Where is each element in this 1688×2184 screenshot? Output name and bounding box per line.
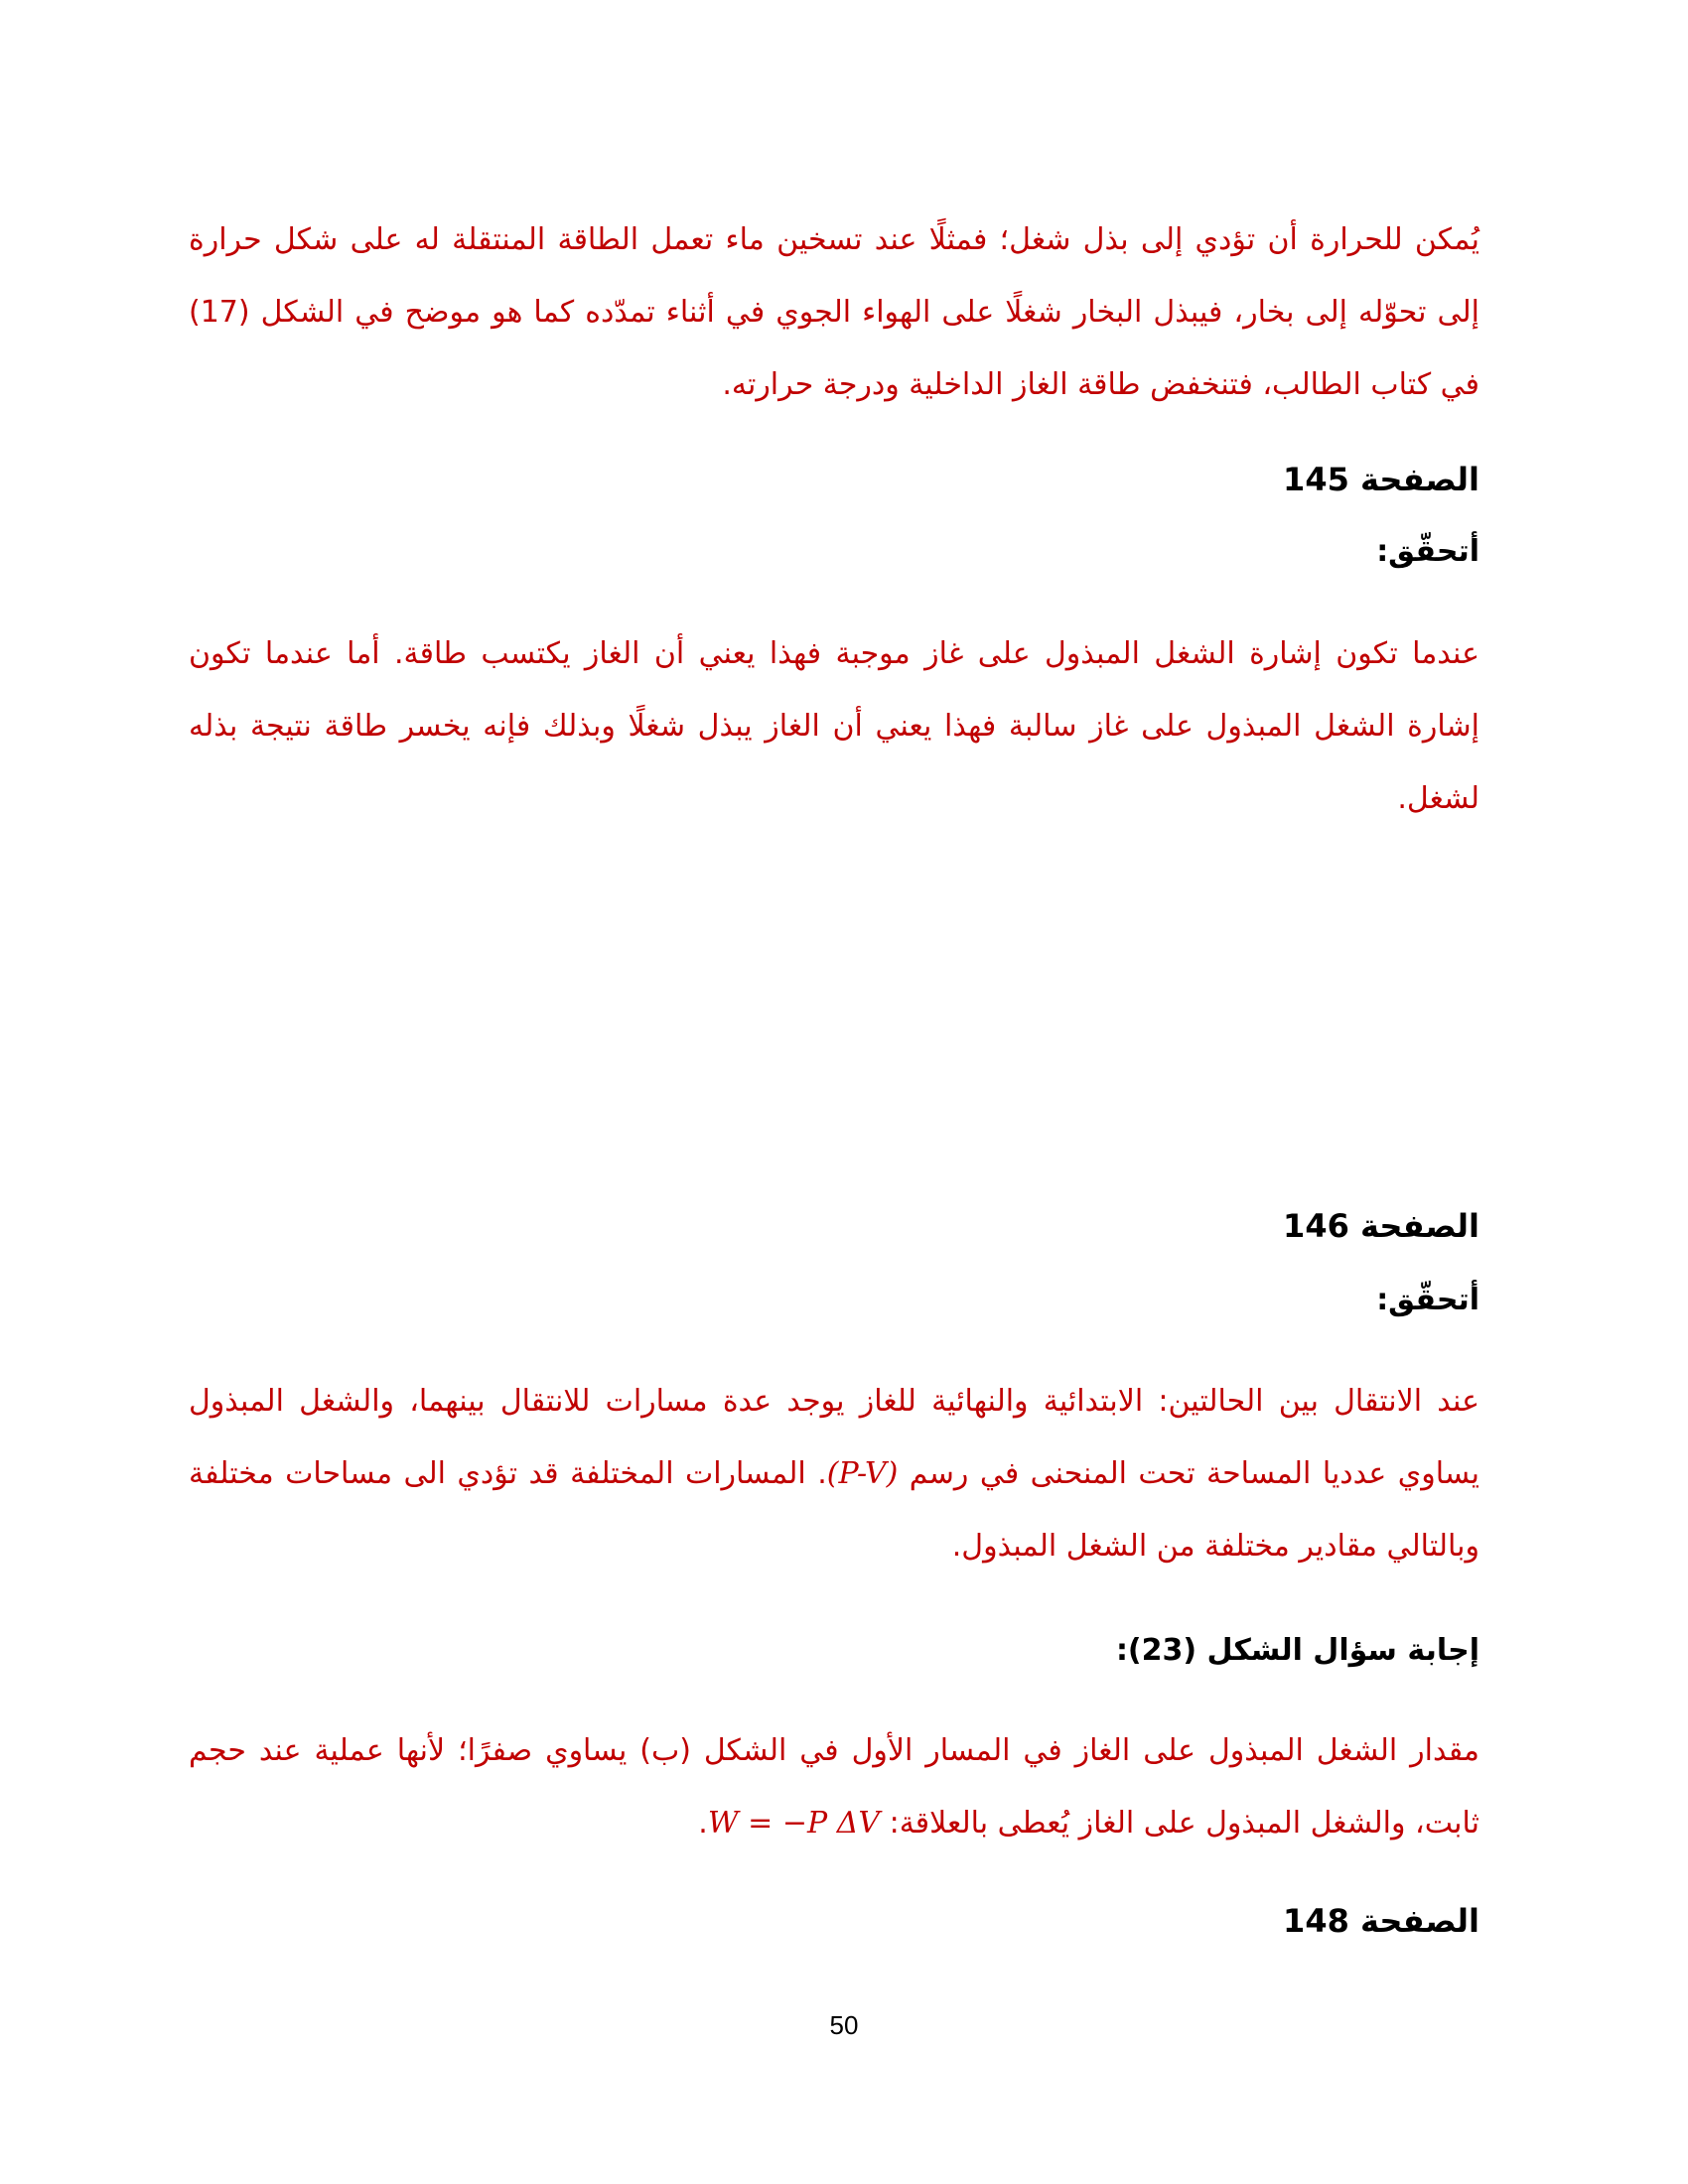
figure-23-question xyxy=(189,1631,1479,1671)
page-146-paragraph xyxy=(189,1365,1479,1582)
figure-23-answer xyxy=(189,1714,1479,1859)
page-145-subtitle: أتحقّق: xyxy=(1376,534,1479,569)
page-146-text-part2: . المسارات المختلفة قد تؤدي الى مساحات مختلفة وبالتالي مقادير مختلفة من الشغل المبذول. xyxy=(189,1456,1479,1564)
figure-23-answer-paragraph xyxy=(189,1714,1479,1859)
page-number: 50 xyxy=(829,2010,859,2040)
intro-section xyxy=(189,204,1479,421)
page-146-section xyxy=(189,1206,1479,1246)
page-148-title: الصفحة 148 xyxy=(1283,1902,1479,1940)
page-146-text-part1: عند الانتقال بين الحالتين: الابتدائية والنهائية للغاز يوجد عدة مسارات للانتقال بينهما، والشغل المبذول يساوي عدديا المساحة تحت المنحنى في رسم xyxy=(189,1384,1479,1491)
answer-end: . xyxy=(698,1806,708,1841)
page-145-paragraph: عندما تكون إشارة الشغل المبذول على غاز موجبة فهذا يعني أن الغاز يكتسب طاقة. أما عندما تكون إشارة الشغل المبذول على غاز سالبة فهذا يعني أن الغاز يبذل شغلًا وبذلك فإنه يخسر طاقة نتيجة بذله لشغل. xyxy=(189,636,1479,816)
page-146-subtitle: أتحقّق: xyxy=(1376,1283,1479,1317)
page-146-check xyxy=(189,1281,1479,1320)
page-148-section xyxy=(189,1901,1479,1941)
answer-text: مقدار الشغل المبذول على الغاز في المسار الأول في الشكل (ب) يساوي صفرًا؛ لأنها عملية عند حجم ثابت، والشغل المبذول على الغاز يُعطى بالعلاقة: xyxy=(189,1733,1479,1841)
intro-paragraph: يُمكن للحرارة أن تؤدي إلى بذل شغل؛ فمثلًا عند تسخين ماء تعمل الطاقة المنتقلة له على شكل حرارة إلى تحوّله إلى بخار، فيبذل البخار شغلًا على الهواء الجوي في أثناء تمدّده كما هو موضح في الشكل (17) في كتاب الطالب، فتنخفض طاقة الغاز الداخلية ودرجة حرارته. xyxy=(189,222,1479,402)
page-146-title: الصفحة 146 xyxy=(1283,1207,1479,1245)
page-145-section xyxy=(189,460,1479,499)
page-145-check xyxy=(189,532,1479,572)
page-146-body xyxy=(189,1365,1479,1582)
figure-23-question-title: إجابة سؤال الشكل (23): xyxy=(1115,1633,1479,1668)
pv-label: (P-V) xyxy=(826,1456,899,1491)
work-formula: W = −P ΔV xyxy=(707,1806,881,1841)
page-145-title: الصفحة 145 xyxy=(1283,461,1479,498)
page-145-body xyxy=(189,617,1479,835)
